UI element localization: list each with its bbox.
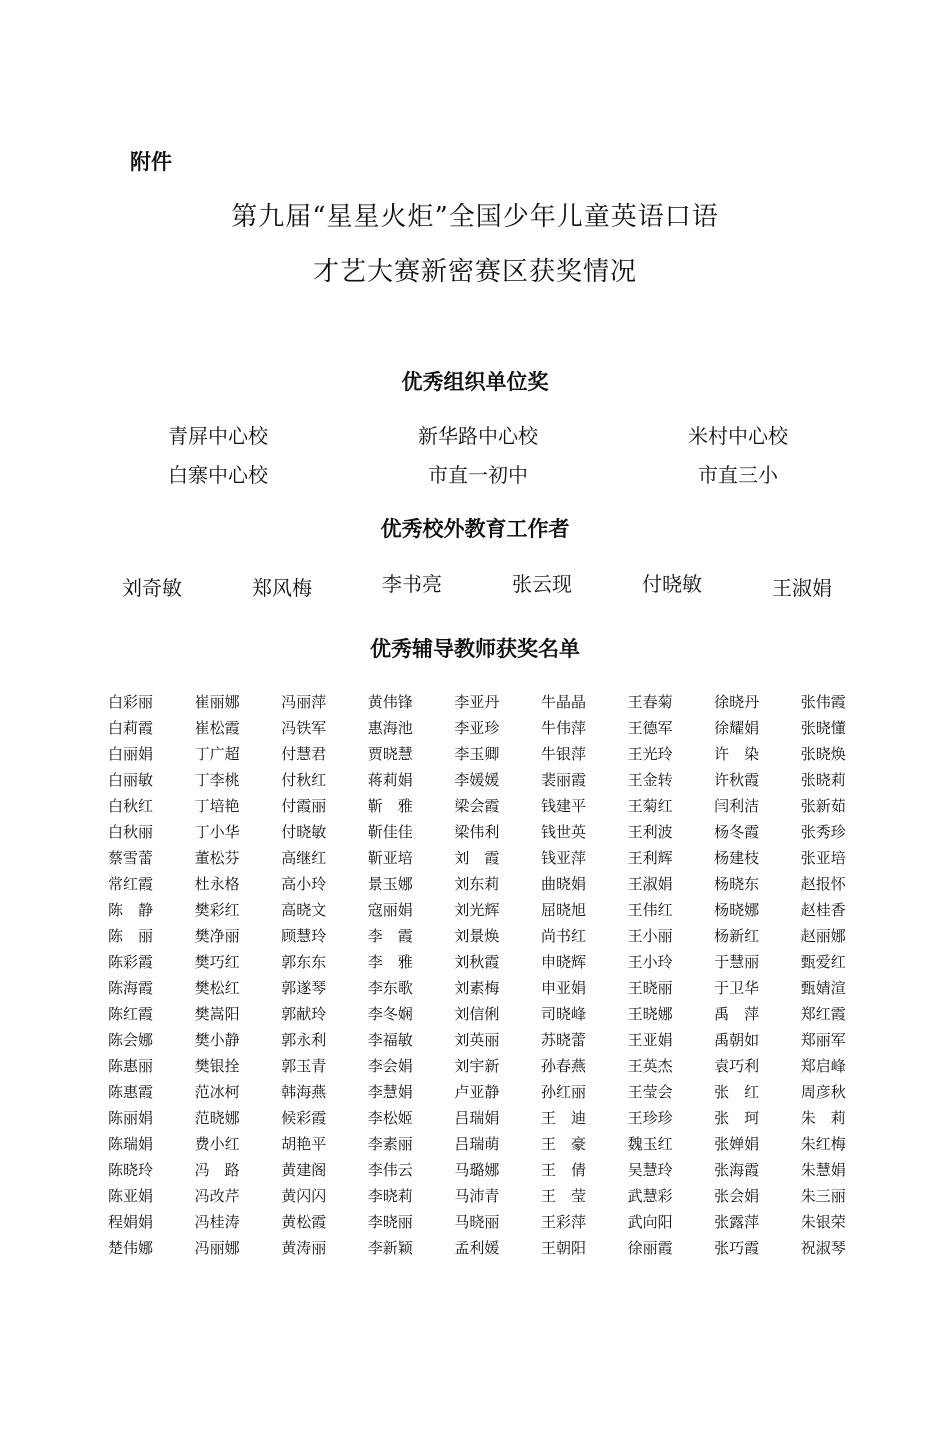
teacher-name: 高继红 xyxy=(281,849,327,867)
teacher-name: 李慧娟 xyxy=(367,1083,413,1101)
teacher-name: 徐丽霞 xyxy=(627,1239,673,1257)
teacher-row xyxy=(108,741,868,767)
teacher-name: 张晓莉 xyxy=(800,771,846,789)
teacher-name: 禹 萍 xyxy=(714,1005,760,1023)
teacher-row xyxy=(108,845,868,871)
teacher-name: 裴丽霞 xyxy=(540,771,586,789)
teacher-name: 徐晓丹 xyxy=(714,693,760,711)
teacher-name: 王晓娜 xyxy=(627,1005,673,1023)
teacher-name: 黄建阁 xyxy=(281,1161,327,1179)
teacher-name: 曲晓娟 xyxy=(540,875,586,893)
teacher-name: 陈彩霞 xyxy=(108,953,154,971)
teacher-name: 马沛青 xyxy=(454,1187,500,1205)
teacher-name: 付慧君 xyxy=(281,745,327,763)
teacher-row xyxy=(108,949,868,975)
educator-name: 付晓敏 xyxy=(642,572,702,596)
teacher-name: 黄涛丽 xyxy=(281,1239,327,1257)
teacher-name: 刘宇新 xyxy=(454,1057,500,1075)
teacher-row xyxy=(108,1105,868,1131)
teacher-name: 刘英丽 xyxy=(454,1031,500,1049)
teacher-name: 胡艳平 xyxy=(281,1135,327,1153)
teacher-name: 樊小静 xyxy=(194,1031,240,1049)
teacher-name: 白秋丽 xyxy=(108,823,154,841)
teacher-row xyxy=(108,975,868,1001)
teacher-name: 高晓文 xyxy=(281,901,327,919)
teacher-name: 张 珂 xyxy=(714,1109,760,1127)
teacher-name: 牛银萍 xyxy=(540,745,586,763)
teacher-name: 丁培艳 xyxy=(194,797,240,815)
teacher-name: 冯 路 xyxy=(194,1161,240,1179)
teacher-name: 王 豪 xyxy=(540,1135,586,1153)
teacher-name: 郑红霞 xyxy=(800,1005,846,1023)
teacher-name: 陈红霞 xyxy=(108,1005,154,1023)
teacher-name: 刘景焕 xyxy=(454,927,500,945)
teacher-row xyxy=(108,689,868,715)
teacher-name: 冯铁军 xyxy=(281,719,327,737)
teacher-name: 候彩霞 xyxy=(281,1109,327,1127)
teacher-name: 甄爱红 xyxy=(800,953,846,971)
teacher-name: 李松姬 xyxy=(367,1109,413,1127)
teacher-name: 袁巧利 xyxy=(714,1057,760,1075)
teacher-name: 张露萍 xyxy=(714,1213,760,1231)
teacher-name: 吕瑞娟 xyxy=(454,1109,500,1127)
teacher-name: 崔丽娜 xyxy=(194,693,240,711)
teacher-name: 范晓娜 xyxy=(194,1109,240,1127)
teacher-name: 屈晓旭 xyxy=(540,901,586,919)
unit-name: 米村中心校 xyxy=(688,424,788,448)
teacher-name: 张 红 xyxy=(714,1083,760,1101)
teacher-name: 陈瑞娟 xyxy=(108,1135,154,1153)
teacher-name: 申晓辉 xyxy=(540,953,586,971)
teacher-name: 禹朝如 xyxy=(714,1031,760,1049)
teacher-name: 费小红 xyxy=(194,1135,240,1153)
teacher-name: 孟利媛 xyxy=(454,1239,500,1257)
teacher-award-table xyxy=(108,689,868,1261)
teacher-row xyxy=(108,767,868,793)
teacher-name: 郭遂琴 xyxy=(281,979,327,997)
teacher-name: 王 莹 xyxy=(540,1187,586,1205)
teacher-name: 申亚娟 xyxy=(540,979,586,997)
teacher-name: 牛伟萍 xyxy=(540,719,586,737)
educator-award-heading: 优秀校外教育工作者 xyxy=(380,517,570,541)
teacher-name: 贾晓慧 xyxy=(367,745,413,763)
teacher-name: 王 倩 xyxy=(540,1161,586,1179)
teacher-name: 李会娟 xyxy=(367,1057,413,1075)
teacher-row xyxy=(108,1053,868,1079)
document-title-line1: 第九届“星星火炬”全国少年儿童英语口语 xyxy=(231,202,719,232)
teacher-name: 吕瑞萌 xyxy=(454,1135,500,1153)
teacher-name: 崔松霞 xyxy=(194,719,240,737)
teacher-name: 周彦秋 xyxy=(800,1083,846,1101)
teacher-name: 冯桂涛 xyxy=(194,1213,240,1231)
teacher-name: 李 霞 xyxy=(367,927,413,945)
teacher-award-heading: 优秀辅导教师获奖名单 xyxy=(370,637,580,661)
teacher-name: 赵丽娜 xyxy=(800,927,846,945)
educator-name: 李书亮 xyxy=(382,572,442,596)
teacher-name: 王朝阳 xyxy=(540,1239,586,1257)
teacher-name: 董松芬 xyxy=(194,849,240,867)
teacher-name: 王晓丽 xyxy=(627,979,673,997)
teacher-name: 钱世英 xyxy=(540,823,586,841)
teacher-name: 黄闪闪 xyxy=(281,1187,327,1205)
teacher-name: 王利辉 xyxy=(627,849,673,867)
teacher-name: 郑丽军 xyxy=(800,1031,846,1049)
teacher-name: 司晓峰 xyxy=(540,1005,586,1023)
teacher-name: 杨晓娜 xyxy=(714,901,760,919)
teacher-name: 王利波 xyxy=(627,823,673,841)
teacher-name: 郭玉青 xyxy=(281,1057,327,1075)
teacher-name: 赵桂香 xyxy=(800,901,846,919)
teacher-name: 许秋霞 xyxy=(714,771,760,789)
teacher-name: 陈惠丽 xyxy=(108,1057,154,1075)
teacher-name: 黄松霞 xyxy=(281,1213,327,1231)
teacher-name: 陈晓玲 xyxy=(108,1161,154,1179)
unit-name: 白寨中心校 xyxy=(168,463,268,487)
teacher-name: 李玉卿 xyxy=(454,745,500,763)
teacher-name: 常红霞 xyxy=(108,875,154,893)
teacher-name: 李 雅 xyxy=(367,953,413,971)
teacher-name: 黄伟锋 xyxy=(367,693,413,711)
teacher-name: 李冬娴 xyxy=(367,1005,413,1023)
teacher-name: 梁伟利 xyxy=(454,823,500,841)
teacher-name: 楚伟娜 xyxy=(108,1239,154,1257)
teacher-name: 付秋红 xyxy=(281,771,327,789)
teacher-name: 蒋莉娟 xyxy=(367,771,413,789)
educator-name: 张云现 xyxy=(512,572,572,596)
teacher-name: 王伟红 xyxy=(627,901,673,919)
teacher-name: 樊巧红 xyxy=(194,953,240,971)
teacher-name: 白彩丽 xyxy=(108,693,154,711)
teacher-name: 王小玲 xyxy=(627,953,673,971)
teacher-name: 张海霞 xyxy=(714,1161,760,1179)
teacher-row xyxy=(108,793,868,819)
teacher-name: 樊净丽 xyxy=(194,927,240,945)
teacher-name: 刘东莉 xyxy=(454,875,500,893)
teacher-name: 王金转 xyxy=(627,771,673,789)
document-title-line2: 才艺大赛新密赛区获奖情况 xyxy=(312,257,637,287)
teacher-name: 于卫华 xyxy=(714,979,760,997)
teacher-name: 张会娟 xyxy=(714,1187,760,1205)
teacher-name: 陈 静 xyxy=(108,901,154,919)
teacher-row xyxy=(108,1001,868,1027)
teacher-name: 孙春燕 xyxy=(540,1057,586,1075)
teacher-name: 许 染 xyxy=(714,745,760,763)
teacher-name: 苏晓蕾 xyxy=(540,1031,586,1049)
teacher-name: 寇丽娟 xyxy=(367,901,413,919)
teacher-row xyxy=(108,897,868,923)
teacher-name: 朱银荣 xyxy=(800,1213,846,1231)
teacher-name: 丁李桃 xyxy=(194,771,240,789)
teacher-name: 郭献玲 xyxy=(281,1005,327,1023)
teacher-name: 陈 丽 xyxy=(108,927,154,945)
teacher-name: 杨冬霞 xyxy=(714,823,760,841)
teacher-name: 张晓懂 xyxy=(800,719,846,737)
teacher-row xyxy=(108,1027,868,1053)
teacher-name: 武向阳 xyxy=(627,1213,673,1231)
attachment-label: 附件 xyxy=(130,150,172,174)
unit-name: 青屏中心校 xyxy=(168,424,268,448)
teacher-row xyxy=(108,923,868,949)
teacher-name: 杨新红 xyxy=(714,927,760,945)
teacher-name: 郑启峰 xyxy=(800,1057,846,1075)
educator-name: 刘奇敏 xyxy=(122,576,182,600)
teacher-name: 王淑娟 xyxy=(627,875,673,893)
teacher-name: 朱 莉 xyxy=(800,1109,846,1127)
teacher-name: 白秋红 xyxy=(108,797,154,815)
teacher-name: 杨建枝 xyxy=(714,849,760,867)
unit-name: 新华路中心校 xyxy=(418,424,538,448)
teacher-name: 冯丽萍 xyxy=(281,693,327,711)
teacher-name: 蔡雪蕾 xyxy=(108,849,154,867)
teacher-name: 王莹会 xyxy=(627,1083,673,1101)
teacher-name: 樊彩红 xyxy=(194,901,240,919)
teacher-name: 付霞丽 xyxy=(281,797,327,815)
teacher-name: 陈惠霞 xyxy=(108,1083,154,1101)
teacher-name: 靳亚培 xyxy=(367,849,413,867)
teacher-name: 高小玲 xyxy=(281,875,327,893)
teacher-name: 李晓莉 xyxy=(367,1187,413,1205)
teacher-name: 李亚丹 xyxy=(454,693,500,711)
teacher-name: 李东歌 xyxy=(367,979,413,997)
teacher-name: 张秀珍 xyxy=(800,823,846,841)
teacher-name: 白丽敏 xyxy=(108,771,154,789)
teacher-name: 李媛媛 xyxy=(454,771,500,789)
teacher-name: 王德军 xyxy=(627,719,673,737)
teacher-name: 张亚培 xyxy=(800,849,846,867)
teacher-row xyxy=(108,715,868,741)
teacher-name: 程娟娟 xyxy=(108,1213,154,1231)
teacher-name: 朱三丽 xyxy=(800,1187,846,1205)
teacher-name: 朱慧娟 xyxy=(800,1161,846,1179)
teacher-name: 付晓敏 xyxy=(281,823,327,841)
teacher-name: 徐耀娟 xyxy=(714,719,760,737)
teacher-name: 王光玲 xyxy=(627,745,673,763)
teacher-name: 樊银拴 xyxy=(194,1057,240,1075)
teacher-name: 王珍珍 xyxy=(627,1109,673,1127)
teacher-name: 惠海池 xyxy=(367,719,413,737)
teacher-name: 王 迪 xyxy=(540,1109,586,1127)
teacher-name: 郭永利 xyxy=(281,1031,327,1049)
teacher-name: 马晓丽 xyxy=(454,1213,500,1231)
teacher-name: 陈海霞 xyxy=(108,979,154,997)
teacher-name: 李伟云 xyxy=(367,1161,413,1179)
teacher-name: 尚书红 xyxy=(540,927,586,945)
teacher-name: 陈亚娟 xyxy=(108,1187,154,1205)
teacher-name: 武慧彩 xyxy=(627,1187,673,1205)
teacher-name: 陈丽娟 xyxy=(108,1109,154,1127)
educator-name: 王淑娟 xyxy=(772,576,832,600)
teacher-name: 靳佳佳 xyxy=(367,823,413,841)
teacher-name: 张婵娟 xyxy=(714,1135,760,1153)
teacher-name: 钱亚萍 xyxy=(540,849,586,867)
teacher-name: 刘光辉 xyxy=(454,901,500,919)
teacher-name: 王亚娟 xyxy=(627,1031,673,1049)
teacher-name: 丁广超 xyxy=(194,745,240,763)
unit-name: 市直一初中 xyxy=(428,463,528,487)
teacher-name: 闫利洁 xyxy=(714,797,760,815)
teacher-name: 朱红梅 xyxy=(800,1135,846,1153)
teacher-name: 白丽娟 xyxy=(108,745,154,763)
teacher-name: 于慧丽 xyxy=(714,953,760,971)
teacher-name: 王英杰 xyxy=(627,1057,673,1075)
teacher-name: 刘秋霞 xyxy=(454,953,500,971)
teacher-name: 王小丽 xyxy=(627,927,673,945)
teacher-name: 赵报怀 xyxy=(800,875,846,893)
teacher-name: 杨晓东 xyxy=(714,875,760,893)
teacher-name: 梁会霞 xyxy=(454,797,500,815)
teacher-name: 靳 雅 xyxy=(367,797,413,815)
teacher-name: 李晓丽 xyxy=(367,1213,413,1231)
teacher-name: 樊嵩阳 xyxy=(194,1005,240,1023)
teacher-name: 张新茹 xyxy=(800,797,846,815)
teacher-name: 陈会娜 xyxy=(108,1031,154,1049)
teacher-name: 杜永格 xyxy=(194,875,240,893)
teacher-row xyxy=(108,1079,868,1105)
teacher-name: 刘素梅 xyxy=(454,979,500,997)
teacher-name: 郭东东 xyxy=(281,953,327,971)
teacher-name: 韩海燕 xyxy=(281,1083,327,1101)
teacher-name: 卢亚静 xyxy=(454,1083,500,1101)
teacher-row xyxy=(108,1235,868,1261)
teacher-name: 吴慧玲 xyxy=(627,1161,673,1179)
teacher-row xyxy=(108,1157,868,1183)
teacher-name: 王春菊 xyxy=(627,693,673,711)
teacher-name: 丁小华 xyxy=(194,823,240,841)
teacher-name: 钱建平 xyxy=(540,797,586,815)
teacher-name: 冯改芹 xyxy=(194,1187,240,1205)
teacher-name: 景玉娜 xyxy=(367,875,413,893)
teacher-name: 李亚珍 xyxy=(454,719,500,737)
teacher-name: 魏玉红 xyxy=(627,1135,673,1153)
teacher-row xyxy=(108,1183,868,1209)
org-award-units xyxy=(118,424,838,487)
teacher-name: 刘 霞 xyxy=(454,849,500,867)
teacher-name: 范冰柯 xyxy=(194,1083,240,1101)
teacher-row xyxy=(108,819,868,845)
teacher-name: 白莉霞 xyxy=(108,719,154,737)
teacher-name: 王彩萍 xyxy=(540,1213,586,1231)
teacher-name: 刘信俐 xyxy=(454,1005,500,1023)
teacher-name: 孙红丽 xyxy=(540,1083,586,1101)
teacher-row xyxy=(108,1209,868,1235)
teacher-name: 李素丽 xyxy=(367,1135,413,1153)
teacher-name: 李福敏 xyxy=(367,1031,413,1049)
teacher-row xyxy=(108,871,868,897)
teacher-name: 牛晶晶 xyxy=(540,693,586,711)
educator-name: 郑风梅 xyxy=(252,576,312,600)
teacher-name: 李新颖 xyxy=(367,1239,413,1257)
teacher-name: 顾慧玲 xyxy=(281,927,327,945)
org-award-heading: 优秀组织单位奖 xyxy=(401,370,549,394)
teacher-name: 王菊红 xyxy=(627,797,673,815)
teacher-name: 张晓焕 xyxy=(800,745,846,763)
teacher-name: 张伟霞 xyxy=(800,693,846,711)
teacher-name: 祝淑琴 xyxy=(800,1239,846,1257)
teacher-name: 甄婧渲 xyxy=(800,979,846,997)
teacher-row xyxy=(108,1131,868,1157)
teacher-name: 樊松红 xyxy=(194,979,240,997)
teacher-name: 张巧霞 xyxy=(714,1239,760,1257)
teacher-name: 马璐娜 xyxy=(454,1161,500,1179)
teacher-name: 冯丽娜 xyxy=(194,1239,240,1257)
unit-name: 市直三小 xyxy=(698,463,778,487)
